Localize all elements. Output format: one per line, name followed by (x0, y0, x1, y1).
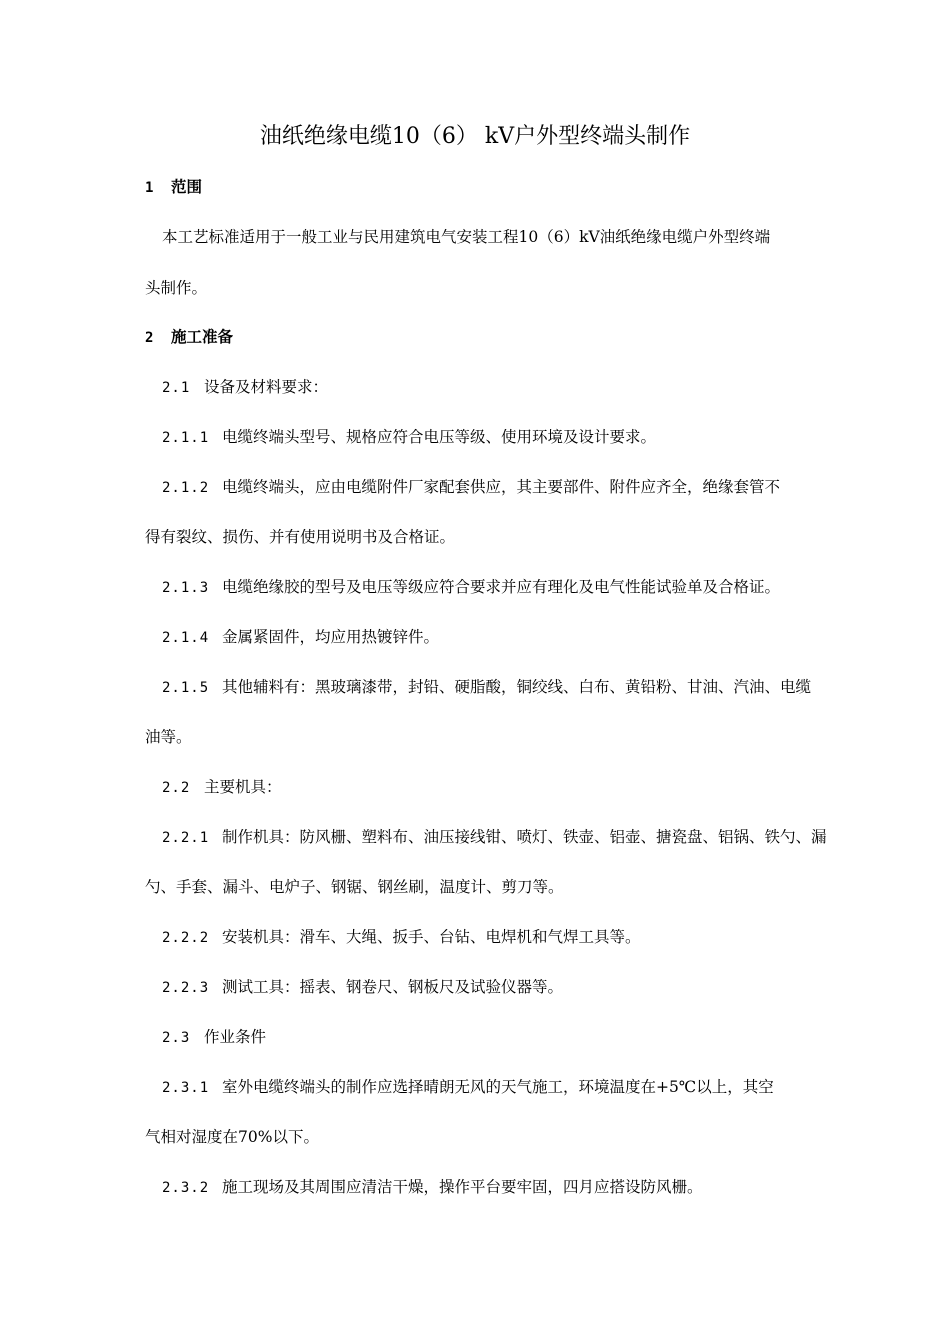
item-2-1-3 (162, 576, 780, 599)
paragraph-text: 作业条件 (204, 1028, 267, 1046)
item-2-1-2 (162, 476, 780, 499)
paragraph-text: 电缆终端头型号、规格应符合电压等级、使用环境及设计要求。 (222, 428, 657, 446)
paragraph-text: 其他辅料有：黑玻璃漆带，封铅、硬脂酸，铜绞线、白布、黄铅粉、甘油、汽油、电缆 (222, 678, 812, 696)
paragraph-text: 电缆绝缘胶的型号及电压等级应符合要求并应有理化及电气性能试验单及合格证。 (222, 578, 781, 596)
document-title: 油纸绝缘电缆10（6） kV户外型终端头制作 (259, 124, 691, 149)
section-number: 1 (145, 180, 155, 196)
section-number: 2 (145, 330, 155, 346)
paragraph-text: 安装机具：滑车、大绳、扳手、台钻、电焊机和气焊工具等。 (222, 928, 641, 946)
item-2-2-3 (162, 976, 563, 999)
section-number: 2.2.3 (162, 980, 210, 996)
paragraph-line: 气相对湿度在70%以下。 (145, 1128, 319, 1146)
paragraph-text: 金属紧固件，均应用热镀锌件。 (222, 628, 440, 646)
section-number: 2.1.5 (162, 680, 210, 696)
section-number: 2.2.2 (162, 930, 210, 946)
item-2-2-2 (162, 926, 641, 949)
section-number: 2.1.4 (162, 630, 210, 646)
item-2-1-1 (162, 426, 656, 449)
paragraph-text: 测试工具：摇表、钢卷尺、钢板尺及试验仪器等。 (222, 978, 564, 996)
item-2-1-4 (162, 626, 439, 649)
heading-text: 施工准备 (171, 327, 234, 346)
section-number: 2.2.1 (162, 830, 210, 846)
subsection-2-1 (162, 376, 328, 399)
section-number: 2.1.2 (162, 480, 210, 496)
item-2-3-2 (162, 1176, 703, 1199)
paragraph-text: 施工现场及其周围应清洁干燥，操作平台要牢固，四月应搭设防风栅。 (222, 1178, 703, 1196)
section-number: 2.3 (162, 1030, 191, 1046)
section-1-heading (145, 176, 202, 199)
section-number: 2.3.2 (162, 1180, 210, 1196)
paragraph-text: 室外电缆终端头的制作应选择晴朗无风的天气施工，环境温度在+5℃以上，其空 (222, 1078, 774, 1096)
paragraph-text: 主要机具： (204, 778, 282, 796)
section-number: 2.1 (162, 380, 191, 396)
paragraph-line: 本工艺标准适用于一般工业与民用建筑电气安装工程10（6）kV油纸绝缘电缆户外型终端 (162, 228, 771, 246)
paragraph-line: 得有裂纹、损伤、并有使用说明书及合格证。 (145, 528, 456, 546)
section-number: 2.1.3 (162, 580, 210, 596)
paragraph-line: 头制作。 (145, 279, 208, 297)
item-2-2-1 (162, 826, 827, 849)
section-number: 2.3.1 (162, 1080, 210, 1096)
section-2-heading (145, 326, 233, 349)
subsection-2-2 (162, 776, 282, 799)
item-2-1-5 (162, 676, 811, 699)
paragraph-text: 电缆终端头，应由电缆附件厂家配套供应，其主要部件、附件应齐全，绝缘套管不 (222, 478, 781, 496)
paragraph-text: 制作机具：防风栅、塑料布、油压接线钳、喷灯、铁壶、铝壶、搪瓷盘、铝锅、铁勺、漏 (222, 828, 827, 846)
subsection-2-3 (162, 1026, 266, 1049)
section-number: 2.2 (162, 780, 191, 796)
heading-text: 范围 (171, 177, 203, 196)
item-2-3-1 (162, 1076, 774, 1099)
paragraph-line: 油等。 (145, 728, 192, 746)
paragraph-line: 勺、手套、漏斗、电炉子、钢锯、钢丝刷，温度计、剪刀等。 (145, 878, 564, 896)
paragraph-text: 设备及材料要求： (204, 378, 329, 396)
section-number: 2.1.1 (162, 430, 210, 446)
